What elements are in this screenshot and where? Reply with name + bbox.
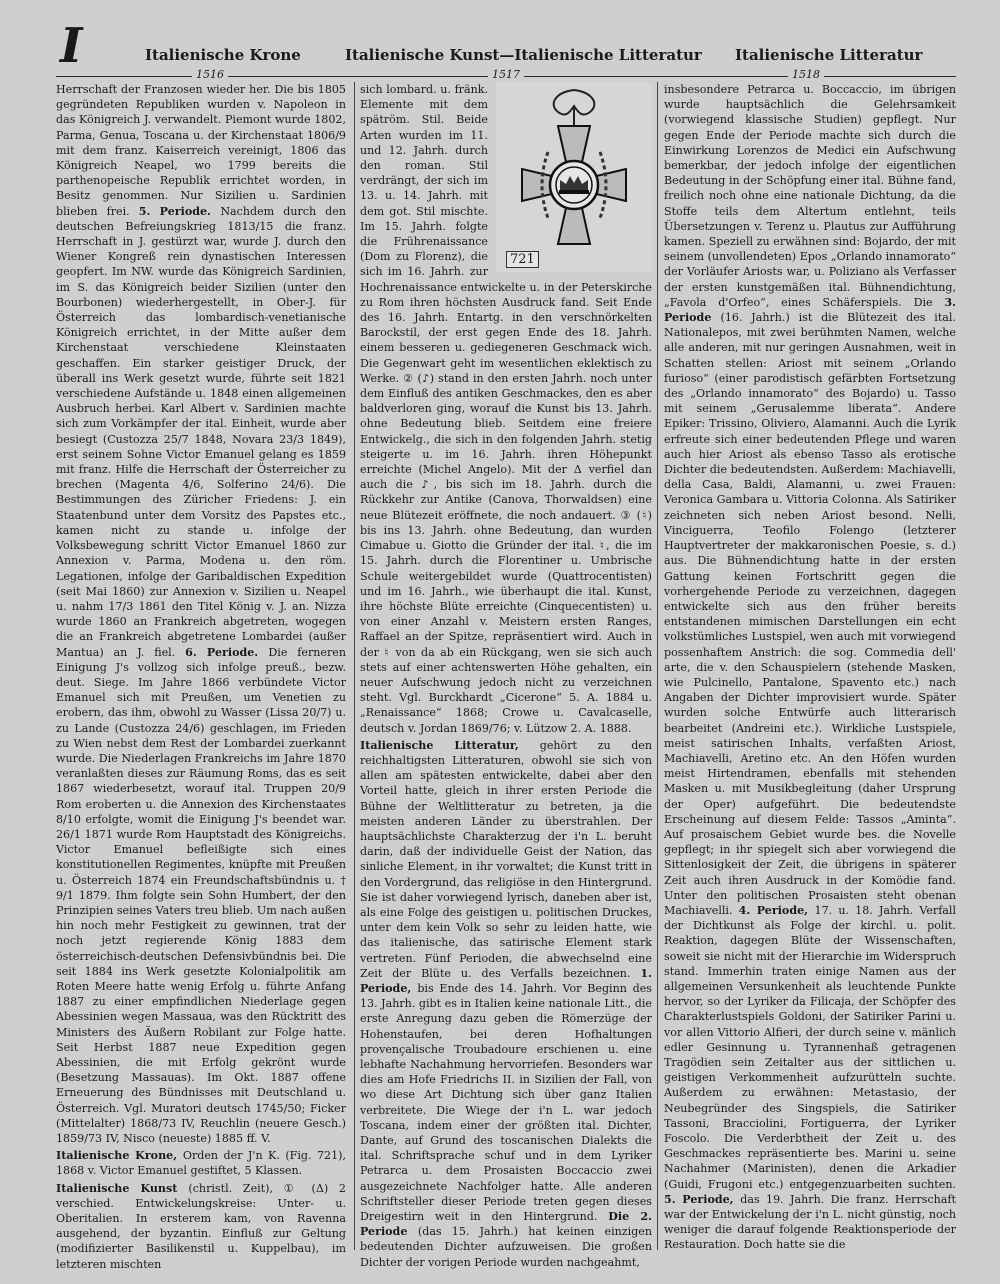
- period-heading: 5. Periode,: [664, 1192, 741, 1206]
- body-text: (das 15. Jahrh.) hat keinen einzigen bedeutenden Dichter aufzuweisen. Die großen Dichter der vorigen Periode wurden nachgeahmt,: [360, 1225, 652, 1269]
- period-heading: 3. Periode: [664, 295, 956, 325]
- body-text: Die ferneren Einigung J's vollzog sich infolge preuß., bezw. deut. Siege. Im Jahre 1866 verbündete Victor Emanuel sich mit Preußen, um Venetien zu erobern, das ihm, obwohl zu Wasser (Lissa 20/7) u. zu Lande (Custozza 24/6) geschlagen, im Frieden zu Wien nebst dem Rest der Lombardei zuerkannt wurde. Die Niederlagen Frankreichs im Jahre 1870 veranlaßten dieses zur Räumung Roms, das es seit 1867 wiederbesetzt, worauf ital. Truppen 20/9 Rom eroberten u. die Annexion des Kirchenstaates 8/10 erfolgte, womit die Einigung J's beendet war. 26/1 1871 wurde Rom Hauptstadt des Königreichs. Victor Emanuel befleißigte sich eines konstitutionellen Regimentes, knüpfte mit Preußen u. Österreich 1874 ein Freundschaftsbündnis u. † 9/1 1879. Ihm folgte sein Sohn Humbert, der den Prinzipien seines Vaters treu blieb. Um nach außen hin noch mehr Festigkeit zu gewinnen, trat der noch jetzt regierende König 1883 dem österreichisch-deutschen Defensivbündnis bei. Die seit 1884 ins Werk gesetzte Kolonialpolitik am Roten Meere hatte wenig Erfolg u. führte Anfang 1887 zu einer empfindlichen Niederlage gegen Abessinien wegen Massaua, was den Rücktritt des Ministers des Äußern Robilant zur Folge hatte. Seit Herbst 1887 neue Expedition gegen Abessinien, die mit Erfolg gekrönt wurde (Besetzung Massauas). Im Okt. 1887 offene Erneuerung des Bündnisses mit Deutschland u. Österreich. Vgl. Muratori deutsch 1745/50; Ficker (Mittelalter) 1868/73 IV, Reuchlin (neuere Gesch.) 1859/73 IV, Nisco (neueste) 1885 ff. V.: [56, 645, 346, 1146]
- entry-title: Italienische Kunst: [56, 1181, 189, 1195]
- column-divider: [354, 82, 355, 1250]
- body-text: 17. u. 18. Jahrh. Verfall der Dichtkunst als Folge der kirchl. u. polit. Reaktion, dagegen Blüte der Wissenschaften, soweit sie nicht mit der Hierarchie im Widerspruch stand. Immerhin traten einige Namen aus der allgemeinen Versunkenheit als leuchtende Punkte hervor, so der Lyriker da Filicaja, der Schöpfer des Charakterlustspiels Goldoni, der Satiriker Parini u. vor allen Vittorio Alfieri, der durch seine v. mänlich edler Gesinnung u. Tyrannenhaß getragenen Tragödien sein Zeitalter aus der sittlichen u. geistigen Verkommenheit aufzurütteln suchte. Außerdem zu erwähnen: Metastasio, der Neubegründer des Singspiels, die Satiriker Tassoni, Bracciolini, Fortiguerra, der Lyriker Foscolo. Die Verderbtheit der Zeit u. des Geschmackes repräsentierte bes. Marini u. seine Nachahmer (Marinisten), denen die Arkadier (Guidi, Frugoni etc.) entgegenzuarbeiten suchten.: [664, 903, 957, 1191]
- text-column-1: [56, 82, 347, 1271]
- entry-litteratur: [360, 738, 652, 1270]
- body-text: gehört zu den reichhaltigsten Litteraturen, obwohl sie sich von allen am spätesten entwickelte, dabei aber den Vorteil hatte, gleich in ihrer ersten Periode die Bühne der Weltlitteratur zu betreten, ja die meisten anderen Länder zu überstrahlen. Der hauptsächlichste Charakterzug der i'n L. beruht darin, daß der individuelle Geist der Nation, das sinliche Element, in ihr vorwaltet; die Kunst tritt in den Vordergrund, das religiöse in den Hintergrund. Sie ist daher vorwiegend lyrisch, daneben aber ist, als eine Folge des geistigen u. politischen Druckes, unter dem kein Volk so sehr zu leiden hatte, wie das italienische, das satirische Element stark vertreten. Fünf Perioden, die abwechselnd eine Zeit der Blüte u. des Verfalls bezeichnen.: [360, 738, 653, 980]
- body-text: das 19. Jahrh. Die franz. Herrschaft war der Entwickelung der i'n L. nicht günstig, noch weniger die darauf folgende Reaktionsperiode der Restauration. Doch hatte sie die: [664, 1192, 956, 1252]
- body-text: (christl. Zeit), ① (Δ) 2 verschied. Entwickelungskreise: Unter- u. Oberitalien. In ersterem kam, von Ravenna ausgehend, der byzantin. Einfluß zur Geltung (modifizierter Basilikenstil u. Kuppelbau), im letzteren mischten: [56, 1181, 346, 1271]
- period-heading: 5. Periode.: [138, 204, 221, 218]
- body-text: sich lombard. u. fränk. Elemente mit dem spätröm. Stil. Beide Arten wurden im 11. und 12. Jahrh. durch den roman. Stil verdrängt, der sich im 13. u. 14. Jahrh. mit dem got. Stil mischte. Im 15. Jahrh. folgte die Frührenaissance (Dom zu Florenz), die sich im 16. Jahrh. zur Hochrenaissance entwickelte u. in der Peterskirche zu Rom ihren höchsten Ausdruck fand. Seit Ende des 16. Jahrh. Entartg. in den verschnörkelten Barockstil, der erst gegen Ende des 18. Jahrh. einem besseren u. gediegeneren Geschmack wich. Die Gegenwart geht im wesentlichen eklektisch zu Werke. ② (♪) stand in den ersten Jahrh. noch unter dem Einfluß des antiken Geschmackes, den es aber baldverloren ging, worauf die Kunst bis 13. Jahrh. ohne Bedeutung blieb. Seitdem eine freiere Entwickelg., die sich in den folgenden Jahrh. stetig steigerte u. im 16. Jahrh. ihren Höhepunkt erreichte (Michel Angelo). Mit der Δ verfiel dan auch die ♪, bis sich im 18. Jahrh. durch die Rückkehr zur Antike (Canova, Thorwaldsen) eine neue Blütezeit eröffnete, die noch andauert. ③ (♮) bis ins 13. Jahrh. ohne Bedeutung, dan wurden Cimabue u. Giotto die Gründer der ital. ♮, die im 15. Jahrh. durch die Florentiner u. Umbrische Schule weitergebildet wurde (Quattrocentisten) und im 16. Jahrh., wie überhaupt die ital. Kunst, ihre höchste Blüte erreichte (Cinquecentisten) u. von einer Anzahl v. Meistern ersten Ranges, Raffael an der Spitze, repräsentiert wird. Auch in der ♮ von da ab ein Rückgang, wen sie sich auch stets auf einer achtenswerten Höhe gehalten, ein neuer Aufschwung jedoch nicht zu verzeichnen steht. Vgl. Burckhardt „Cicerone“ 5. A. 1884 u. „Renaissance“ 1868; Crowe u. Cavalcaselle, deutsch v. Jordan 1869/76; v. Lützow 2. A. 1888.: [360, 83, 652, 735]
- period-heading: 6. Periode.: [185, 645, 269, 659]
- running-head-center: Italienische Kunst—Italienische Litteratur: [345, 46, 702, 64]
- entry-title: Italienische Krone,: [56, 1149, 183, 1163]
- page-number-center: 1517: [488, 68, 524, 81]
- body-text: bis Ende des 14. Jahrh. Vor Beginn des 13. Jahrh. gibt es in Italien keine nationale Litt., die erste Anregung dazu geben die Römerzüge der Hohenstaufen, bei deren Hofhaltungen provençalische Troubadoure erschienen u. eine lebhafte Nachahmung hervorriefen. Besonders war dies am Hofe Friedrichs II. in Sizilien der Fall, von wo diese Art Dichtung sich über ganz Italien verbreitete. Die Wiege der i'n L. war jedoch Toscana, indem einer der größten ital. Dichter, Dante, auf Grund des toscanischen Dialekts die ital. Schriftsprache schuf und in dem Lyriker Petrarca u. dem Prosaisten Boccaccio zwei ausgezeichnete Nachfolger hatte. Alle anderen Schriftsteller dieser Periode treten gegen dieses Dreigestirn weit in den Hintergrund.: [360, 981, 652, 1224]
- entry-kunst: [56, 1181, 346, 1272]
- body-text: Nachdem durch den deutschen Befreiungskrieg 1813/15 die franz. Herrschaft in J. gestürzt war, wurde J. durch den Wiener Kongreß rein dynastischen Interessen geopfert. Im NW. wurde das Königreich Sardinien, im S. das Königreich beider Sizilien (unter den Bourbonen) wiederhergestellt, in Ober-J. für Österreich das lombardisch-venetianische Königreich errichtet, in der Mitte außer dem Kirchenstaat verschiedene Kleinstaaten geschaffen. Ein starker geistiger Druck, der überall ins Werk gesetzt wurde, führte seit 1821 verschiedene Aufstände u. 1848 einen allgemeinen Ausbruch herbei. Karl Albert v. Sardinien machte sich zum Vorkämpfer der ital. Einheit, wurde aber besiegt (Custozza 25/7 1848, Novara 23/3 1849), erst seinem Sohne Victor Emanuel gelang es 1859 mit franz. Hilfe die Herrschaft der Österreicher zu brechen (Magenta 4/6, Solferino 24/6). Die Bestimmungen des Züricher Friedens: J. ein Staatenbund unter dem Vorsitz des Papstes etc., kamen nicht zu stande u. infolge der Volksbewegung schritt Victor Emanuel 1860 zur Annexion v. Parma, Modena u. den röm. Legationen, infolge der Garibaldischen Expedition (seit Mai 1860) zur Annexion v. Sizilien u. Neapel u. nahm 17/3 1861 den Titel König v. J. an. Nizza wurde 1860 an Frankreich abgetreten, wogegen die an Frankreich abgetretene Lombardei (außer Mantua) an J. fiel.: [56, 204, 346, 659]
- section-letter: I: [60, 18, 83, 74]
- order-cross-figure: [496, 82, 652, 272]
- page-number-left: 1516: [192, 68, 228, 81]
- paragraph: [56, 82, 346, 1146]
- period-heading: Die 2. Periode: [360, 1210, 652, 1239]
- body-text: Herrschaft der Franzosen wieder her. Die bis 1805 gegründeten Republiken wurden v. Napoleon in das Königreich J. verwandelt. Piemont wurde 1802, Parma, Genua, Toscana u. der Kirchenstaat 1806/9 mit dem franz. Kaiserreich vereinigt, 1806 das Königreich Neapel, wo 1799 bereits die parthenopeische Republik errichtet worden, in Besitz genommen. Nur Sizilien u. Sardinien blieben frei.: [56, 83, 346, 218]
- column-divider: [657, 82, 658, 1250]
- entry-title: Italienische Litteratur,: [360, 738, 540, 752]
- entry-krone: [56, 1148, 346, 1178]
- period-heading: 4. Periode,: [738, 903, 815, 917]
- order-cross-icon: [496, 82, 652, 272]
- body-text: (16. Jahrh.) ist die Blütezeit des ital. Nationalepos, mit zwei berühmten Namen, welche alle anderen, mit nur geringen Ausnahmen, weit in Schatten stellen: Ariost mit seinem „Orlando furioso“ (einer parodistisch gefärbten Fortsetzung des „Orlando innamorato“ des Bojardo) u. Tasso mit seinem „Gerusalemme liberata“. Andere Epiker: Trissino, Oliviero, Alamanni. Auch die Lyrik erfreute sich einer bedeutenden Pflege und waren auch hier Ariost als ebenso Tasso als erotische Dichter die bedeutendsten. Außerdem: Machiavelli, della Casa, Baldi, Alamanni, u. zwei Frauen: Veronica Gambara u. Vittoria Colonna. Als Satiriker zeichneten sich neben Ariost besond. Nelli, Vinciguerra, Teofilo Folengo (letzterer Hauptvertreter der makkaronischen Poesie, s. d.) aus. Die Bühnendichtung hatte in der ersten Gattung keinen Fortschritt gegen die vorhergehende Periode zu verzeichnen, dagegen entwickelte sich aus den früher bereits entstandenen mimischen Darstellungen ein echt volkstümliches Lustspiel, wen auch mit vorwiegend possenhaftem Anstrich: die sog. Commedia dell' arte, die v. den Schauspielern (stehende Masken, wie Pulcinello, Pantalone, Spavento etc.) nach Angaben der Dichter improvisiert wurde. Später wurden solche Entwürfe auch litterarisch bearbeitet (Andreini etc.). Wirkliche Lustspiele, meist satirischen Inhalts, verfaßten Ariost, Machiavelli, Aretino etc. An den Höfen wurden meist Hirtendramen, ebenfalls mit stehenden Masken u. mit Musikbegleitung (daher Ursprung der Oper) aufgeführt. Die bedeutendste Erscheinung auf diesem Felde: Tassos „Aminta“. Auf prosaischem Gebiet wurde bes. die Novelle gepflegt; in ihr spiegelt sich aber vorwiegend die Sittenlosigkeit der Zeit, die übrigens in späterer Zeit auch ihren Ausdruck in der Komödie fand. Unter den politischen Prosaisten steht obenan Machiavelli.: [664, 311, 956, 917]
- text-column-2: [360, 82, 653, 1269]
- period-heading: 1. Periode,: [360, 966, 652, 995]
- page-number-right: 1518: [788, 68, 824, 81]
- paragraph: [664, 82, 956, 1253]
- body-text: Orden der J'n K. (Fig. 721), 1868 v. Victor Emanuel gestiftet, 5 Klassen.: [56, 1149, 347, 1178]
- running-head-left: Italienische Krone: [145, 46, 301, 64]
- running-head-right: Italienische Litteratur: [735, 46, 923, 64]
- body-text: insbesondere Petrarca u. Boccaccio, im übrigen wurde hauptsächlich die Gelehrsamkeit (vorwiegend klassische Studien) gepflegt. Nur gegen Ende der Periode machte sich durch die Einwirkung Lorenzos de Medici ein Aufschwung bemerkbar, der jedoch infolge der eigentlichen Bedeutung in der Schöpfung einer ital. Bühne fand, freilich noch ohne eine nationale Dichtung, da die Stoffe teils dem Altertum entlehnt, teils Übersetzungen v. Terenz u. Plautus zur Aufführung kamen. Speziell zu erwähnen sind: Bojardo, der mit seinem (unvollendeten) Epos „Orlando innamorato“ der Vorläufer Ariosts war, u. Poliziano als Verfasser der ersten kunstgemäßen ital. Bühnendichtung, „Favola d'Orfeo“, eines Schäferspiels. Die: [664, 83, 956, 309]
- figure-number: 721: [506, 251, 539, 268]
- text-column-3: [664, 82, 956, 1252]
